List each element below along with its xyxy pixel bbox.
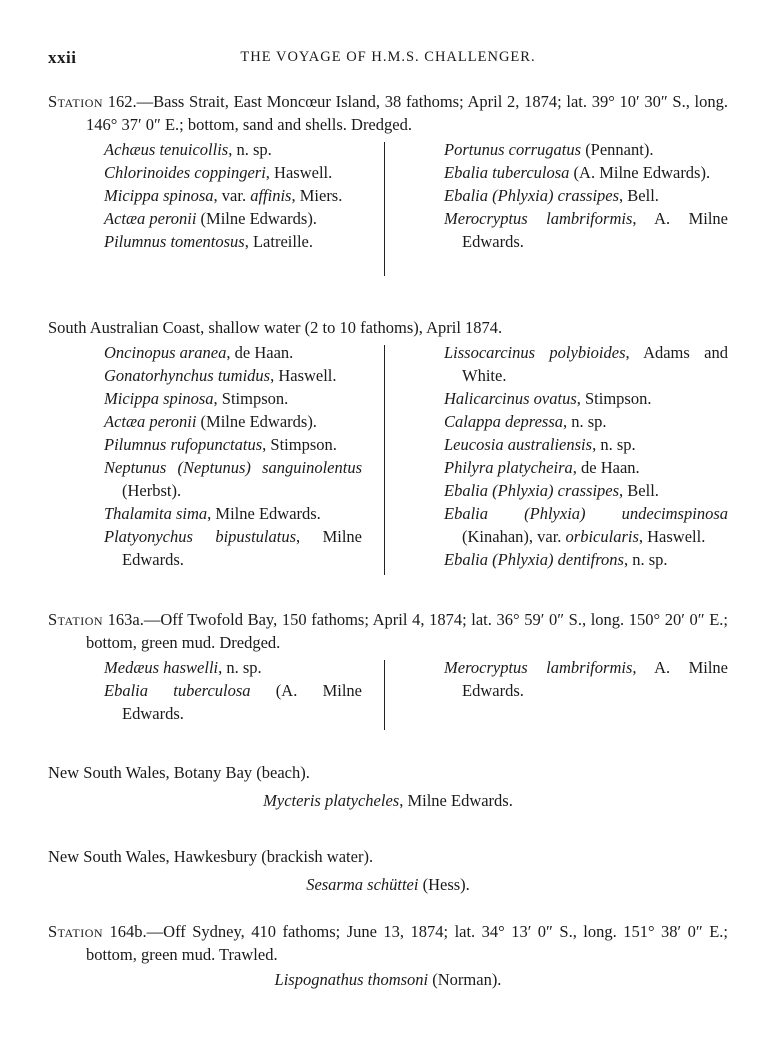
- station-164b-section: [48, 920, 728, 991]
- species-columns: [48, 138, 728, 276]
- species-authority: , var.: [213, 186, 251, 205]
- species-authority: (Norman).: [428, 970, 502, 989]
- species-entry: [104, 207, 362, 230]
- species-entry: [104, 138, 362, 161]
- page-number: xxii: [48, 48, 77, 67]
- species-name: Platyonychus bipustulatus: [104, 527, 297, 546]
- species-name: Achæus tenuicollis: [104, 140, 229, 159]
- station-number: 164b.: [103, 922, 147, 941]
- species-name: Ebalia (Phlyxia) undecimspinosa: [444, 504, 728, 523]
- species-name: Micippa spinosa: [104, 389, 214, 408]
- species-name: Chlorinoides coppingeri: [104, 163, 266, 182]
- species-name: Ebalia (Phlyxia) crassipes: [444, 481, 620, 500]
- species-columns: [48, 341, 728, 573]
- species-authority: , Adams and White.: [462, 343, 728, 385]
- running-title: THE VOYAGE OF H.M.S. CHALLENGER.: [240, 49, 536, 65]
- species-entry: [444, 138, 728, 161]
- species-authority: , Milne Edwards.: [122, 527, 362, 569]
- locality-heading: South Australian Coast, shallow water (2 to 10 fathoms), April 1874.: [48, 318, 503, 337]
- species-columns: [48, 656, 728, 728]
- species-name: Thalamita sima: [104, 504, 208, 523]
- species-entry: [104, 387, 362, 410]
- species-name: Micippa spinosa: [104, 186, 214, 205]
- species-name: Pilumnus tomentosus: [104, 232, 245, 251]
- variety-authority: , Miers.: [291, 186, 343, 205]
- station-label: Station: [48, 610, 104, 629]
- botany-bay-section: [48, 761, 728, 812]
- species-list-left: [104, 341, 362, 571]
- station-162-section: [48, 90, 728, 276]
- species-entry: [444, 184, 728, 207]
- species-entry: [48, 968, 728, 991]
- species-name: Merocryptus lambriformis: [444, 209, 633, 228]
- species-entry: [104, 679, 362, 725]
- variety-name: affinis: [250, 186, 292, 205]
- species-list-right: [444, 341, 728, 571]
- species-authority: , Haswell.: [265, 163, 333, 182]
- species-authority: , Stimpson.: [213, 389, 289, 408]
- station-heading: [48, 90, 728, 136]
- species-entry: [104, 502, 362, 525]
- station-label: Station: [48, 922, 104, 941]
- species-name: Ebalia tuberculosa: [444, 163, 570, 182]
- species-name: Ebalia (Phlyxia) crassipes: [444, 186, 620, 205]
- species-authority: , Milne Edwards.: [207, 504, 321, 523]
- species-authority: , n. sp.: [228, 140, 272, 159]
- species-authority: (Pennant).: [581, 140, 654, 159]
- species-authority: (Herbst).: [122, 481, 182, 500]
- species-entry: [104, 184, 362, 207]
- station-163a-section: [48, 608, 728, 728]
- species-name: Lissocarcinus polybioides: [444, 343, 626, 362]
- species-authority: , Bell.: [619, 481, 659, 500]
- species-authority: , de Haan.: [572, 458, 640, 477]
- species-name: Pilumnus rufopunctatus: [104, 435, 263, 454]
- species-entry: [104, 410, 362, 433]
- species-entry: [48, 873, 728, 896]
- column-divider: [384, 142, 385, 276]
- species-name: Oncinopus aranea: [104, 343, 227, 362]
- page-header: [48, 46, 728, 70]
- species-entry: [104, 341, 362, 364]
- species-name: Neptunus (Neptunus) sanguinolentus: [104, 458, 362, 477]
- species-list-right: [444, 656, 728, 702]
- species-authority: (Kinahan), var.: [462, 527, 566, 546]
- species-authority: , Stimpson.: [576, 389, 652, 408]
- species-entry: [444, 387, 728, 410]
- species-entry: [444, 410, 728, 433]
- species-entry: [444, 433, 728, 456]
- species-authority: , n. sp.: [218, 658, 262, 677]
- species-entry: [444, 502, 728, 548]
- station-number: 163a.: [103, 610, 144, 629]
- species-authority: , A. Milne Edwards.: [462, 209, 729, 251]
- species-authority: , n. sp.: [563, 412, 607, 431]
- species-authority: , Latreille.: [244, 232, 313, 251]
- species-name: Actæa peronii: [104, 209, 197, 228]
- species-entry: [444, 479, 728, 502]
- station-heading: [48, 920, 728, 966]
- station-number: 162.: [103, 92, 137, 111]
- species-authority: (Hess).: [418, 875, 470, 894]
- species-authority: , de Haan.: [226, 343, 294, 362]
- species-name: Ebalia (Phlyxia) dentifrons: [444, 550, 624, 569]
- species-list-left: [104, 656, 362, 725]
- species-name: Actæa peronii: [104, 412, 197, 431]
- species-authority: , Milne Edwards.: [399, 791, 513, 810]
- species-list-left: [104, 138, 362, 253]
- species-entry: [104, 656, 362, 679]
- species-entry: [104, 364, 362, 387]
- species-name: Gonatorhynchus tumidus: [104, 366, 271, 385]
- species-name: Ebalia tuberculosa: [104, 681, 251, 700]
- variety-name: orbicularis: [565, 527, 639, 546]
- variety-authority: , Haswell.: [638, 527, 706, 546]
- species-authority: , A. Milne Edwards.: [462, 658, 729, 700]
- species-entry: [104, 433, 362, 456]
- column-divider: [384, 660, 385, 730]
- species-name: Philyra platycheira: [444, 458, 573, 477]
- species-authority: , Haswell.: [270, 366, 337, 385]
- species-entry: [444, 161, 728, 184]
- species-list-right: [444, 138, 728, 253]
- species-authority: (A. Milne Edwards).: [569, 163, 711, 182]
- species-entry: [104, 230, 362, 253]
- species-name: Leucosia australiensis: [444, 435, 593, 454]
- station-description: —Off Twofold Bay, 150 fathoms; April 4, 1874; lat. 36° 59′ 0″ S., long. 150° 20′ 0″ E.; bottom, green mud. Dredged.: [86, 610, 729, 652]
- species-name: Mycteris platycheles: [263, 791, 400, 810]
- species-name: Halicarcinus ovatus: [444, 389, 577, 408]
- species-name: Sesarma schüttei: [306, 875, 419, 894]
- species-name: Lispognathus thomsoni: [274, 970, 429, 989]
- species-entry: [444, 341, 728, 387]
- locality-heading: New South Wales, Botany Bay (beach).: [48, 763, 310, 782]
- species-entry: [104, 456, 362, 502]
- species-entry: [444, 207, 728, 253]
- species-authority: (Milne Edwards).: [196, 412, 317, 431]
- species-entry: [104, 161, 362, 184]
- hawkesbury-section: [48, 845, 728, 896]
- species-authority: , n. sp.: [623, 550, 668, 569]
- species-name: Calappa depressa: [444, 412, 564, 431]
- species-name: Merocryptus lambriformis: [444, 658, 633, 677]
- species-authority: , Stimpson.: [262, 435, 337, 454]
- species-authority: (A. Milne Edwards.: [122, 681, 362, 723]
- station-description: —Off Sydney, 410 fathoms; June 13, 1874; lat. 34° 13′ 0″ S., long. 151° 38′ 0″ E.; bottom, green mud. Trawled.: [86, 922, 729, 964]
- species-authority: , Bell.: [619, 186, 659, 205]
- species-name: Medæus haswelli: [104, 658, 219, 677]
- species-name: Portunus corrugatus: [444, 140, 582, 159]
- column-divider: [384, 345, 385, 575]
- locality-heading: New South Wales, Hawkesbury (brackish water).: [48, 847, 374, 866]
- species-entry: [48, 789, 728, 812]
- south-australia-section: [48, 316, 728, 573]
- station-description: —Bass Strait, East Moncœur Island, 38 fathoms; April 2, 1874; lat. 39° 10′ 30″ S., long. 146° 37′ 0″ E.; bottom, sand and shells. Dredged.: [86, 92, 729, 134]
- species-entry: [444, 656, 728, 702]
- station-label: Station: [48, 92, 104, 111]
- species-authority: (Milne Edwards).: [196, 209, 317, 228]
- species-entry: [104, 525, 362, 571]
- station-heading: [48, 608, 728, 654]
- species-entry: [444, 548, 728, 571]
- species-entry: [444, 456, 728, 479]
- species-authority: , n. sp.: [592, 435, 636, 454]
